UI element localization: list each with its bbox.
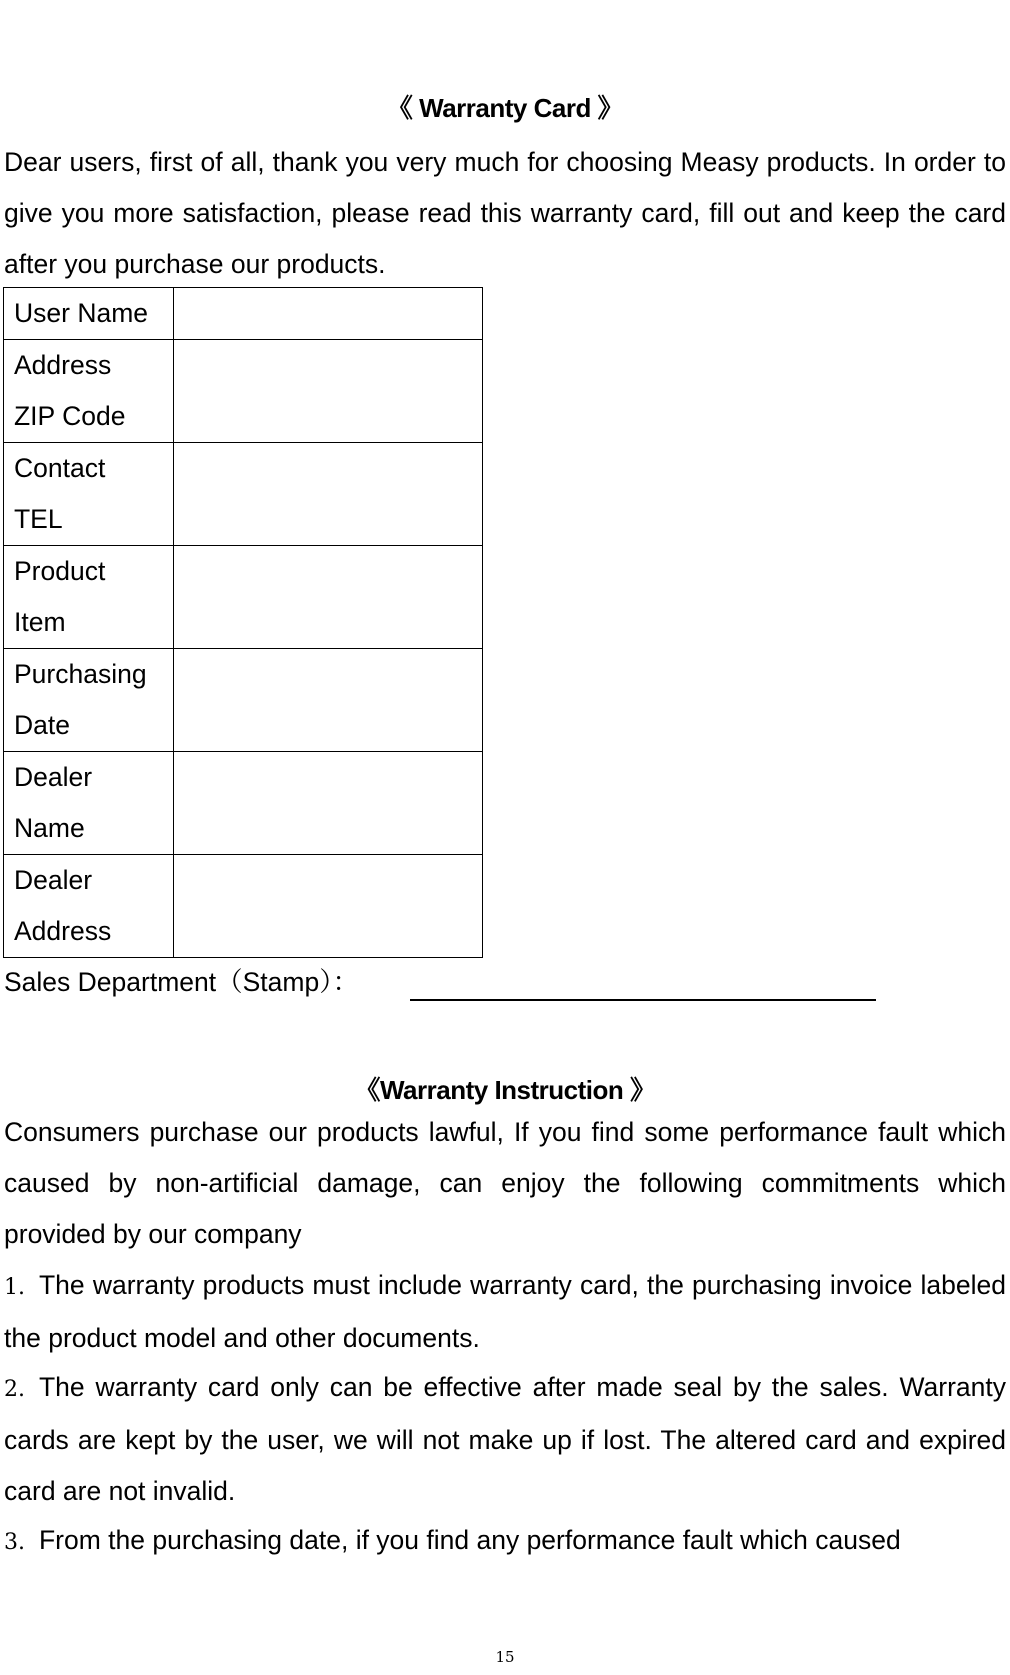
warranty-card-intro: Dear users, first of all, thank you very much for choosing Measy products. In order to give you more satisfaction, please read this warranty card, fill out and keep the card after you purchase our products. xyxy=(4,147,1006,279)
instruction-item-2 xyxy=(4,1362,1006,1517)
warranty-instruction-intro: Consumers purchase our products lawful, If you find some performance fault which caused by non-artificial damage, can enjoy the following commitments which provided by our company xyxy=(4,1117,1006,1249)
instruction-item-1 xyxy=(4,1260,1006,1364)
instruction-item-text: The warranty card only can be effective after made seal by the sales. Warranty cards are kept by the user, we will not make up if lost. The altered card and expired card are not invalid. xyxy=(4,1372,1006,1506)
instruction-item-number: 3. xyxy=(4,1530,25,1555)
form-label-purchasing-date: Purchasing Date xyxy=(4,649,174,752)
form-row-product-item xyxy=(4,546,483,649)
instruction-item-text: From the purchasing date, if you find any performance fault which caused xyxy=(39,1525,901,1555)
form-value-dealer-name[interactable] xyxy=(174,752,483,855)
form-row-purchasing-date xyxy=(4,649,483,752)
form-label-user-name: User Name xyxy=(4,288,174,340)
form-row-contact xyxy=(4,443,483,546)
form-row-dealer-name xyxy=(4,752,483,855)
form-label-dealer-name: Dealer Name xyxy=(4,752,174,855)
form-label-dealer-address: Dealer Address xyxy=(4,855,174,958)
form-value-contact[interactable] xyxy=(174,443,483,546)
form-value-product-item[interactable] xyxy=(174,546,483,649)
form-row-address xyxy=(4,340,483,443)
form-label-address: Address ZIP Code xyxy=(4,340,174,443)
instruction-item-text: The warranty products must include warranty card, the purchasing invoice labeled the product model and other documents. xyxy=(4,1270,1006,1353)
form-value-dealer-address[interactable] xyxy=(174,855,483,958)
instruction-item-number: 2. xyxy=(4,1377,25,1402)
stamp-label: Sales Department（Stamp）： xyxy=(4,967,359,997)
form-label-contact: Contact TEL xyxy=(4,443,174,546)
instruction-item-3 xyxy=(4,1515,1006,1568)
form-label-product-item: Product Item xyxy=(4,546,174,649)
stamp-signature-line[interactable] xyxy=(410,999,876,1001)
form-value-address[interactable] xyxy=(174,340,483,443)
page-number: 15 xyxy=(495,1648,515,1666)
warranty-form-table xyxy=(3,287,483,958)
form-value-user-name[interactable] xyxy=(174,288,483,340)
warranty-card-title: 《 Warranty Card 》 xyxy=(386,93,624,123)
form-value-purchasing-date[interactable] xyxy=(174,649,483,752)
warranty-instruction-title: 《Warranty Instruction 》 xyxy=(354,1075,656,1105)
form-row-dealer-address xyxy=(4,855,483,958)
form-row-user-name xyxy=(4,288,483,340)
instruction-item-number: 1. xyxy=(4,1275,25,1300)
